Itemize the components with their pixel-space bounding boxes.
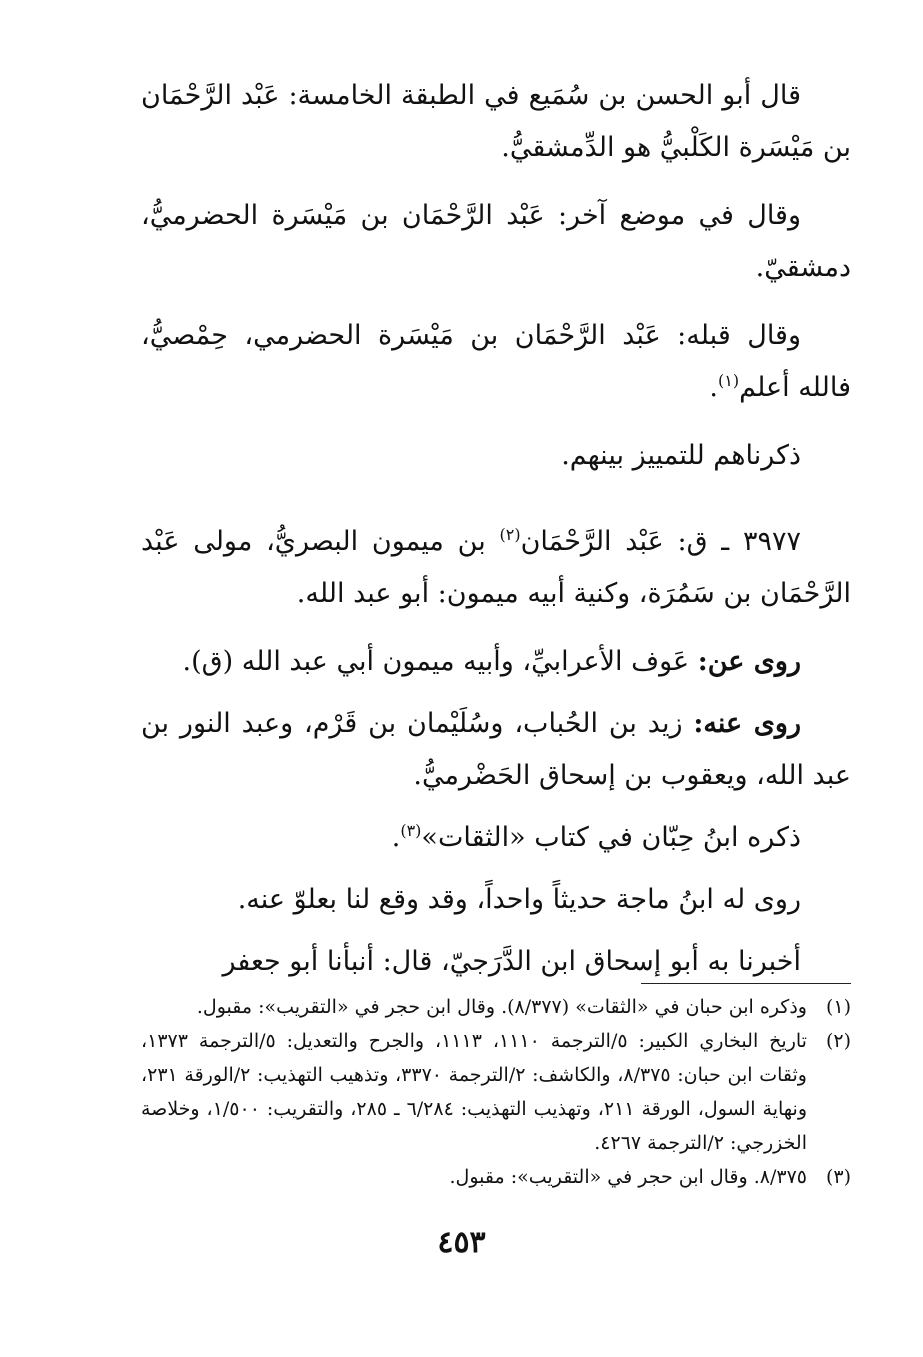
footnote-ref-2: (٢)	[499, 525, 521, 544]
paragraph-text: روى له ابنُ ماجة حديثاً واحداً، وقد وقع لنا بعلوّ عنه.	[237, 884, 801, 915]
footnote-text: ٨/٣٧٥. وقال ابن حجر في «التقريب»: مقبول.	[449, 1166, 807, 1188]
footnote-ref-1: (١)	[718, 371, 740, 390]
narrated-from-label: روى عن:	[697, 646, 801, 677]
thiqat-paragraph	[141, 812, 851, 864]
footnotes-section	[141, 990, 851, 1194]
paragraph-end: .	[709, 372, 719, 403]
narrated-by-paragraph	[141, 698, 851, 802]
narrated-from-text: عَوف الأعرابيِّ، وأبيه ميمون أبي عبد الله (ق).	[182, 646, 698, 677]
paragraph-before-it	[141, 310, 851, 414]
narrated-from-paragraph	[141, 636, 851, 688]
footnote-number: (٢)	[825, 1030, 851, 1052]
footnote-1	[141, 990, 851, 1024]
paragraph-text: وقال قبله: عَبْد الرَّحْمَان بن مَيْسَرة الحضرمي، حِمْصيُّ، فالله أعلم	[141, 320, 851, 403]
footnote-text: تاريخ البخاري الكبير: ٥/الترجمة ١١١٠، ١١١٣، والجرح والتعديل: ٥/الترجمة ١٣٧٣، وثقات ابن حبان: ٨/٣٧٥، والكاشف: ٢/الترجمة ٣٣٧٠، وتذهيب التهذيب: ٢/الورقة ٢٣١، ونهاية السول، الورقة ٢١١، وتهذيب التهذيب: ٦/٢٨٤ ـ ٢٨٥، والتقريب: ١/٥٠٠، وخلاصة الخزرجي: ٢/الترجمة ٤٢٦٧.	[141, 1030, 807, 1154]
paragraph-end: .	[391, 822, 401, 853]
footnote-text: وذكره ابن حبان في «الثقات» (٨/٣٧٧). وقال ابن حجر في «التقريب»: مقبول.	[196, 996, 807, 1018]
paragraph-text: وقال في موضع آخر: عَبْد الرَّحْمَان بن مَيْسَرة الحضرميُّ، دمشقيّ.	[141, 200, 851, 283]
paragraph-text: أخبرنا به أبو إسحاق ابن الدَّرَجيّ، قال: أنبأنا أبو جعفر	[222, 946, 801, 977]
footnote-2	[141, 1024, 851, 1160]
footnote-number: (٣)	[825, 1166, 851, 1188]
paragraph-another-place	[141, 190, 851, 294]
paragraph-text: قال أبو الحسن بن سُمَيع في الطبقة الخامسة: عَبْد الرَّحْمَان بن مَيْسَرة الكَلْبيُّ هو الدِّمشقيُّ.	[141, 80, 851, 163]
footnote-ref-3: (٣)	[400, 821, 422, 840]
biography-entry-heading	[141, 516, 851, 620]
footnote-separator-line	[641, 983, 851, 984]
main-text-body	[141, 70, 851, 998]
paragraph-distinction	[141, 430, 851, 482]
entry-description: بن ميمون البصريُّ، مولى عَبْد الرَّحْمَان بن سَمُرَة، وكنية أبيه ميمون: أبو عبد الله.	[141, 526, 851, 609]
paragraph-text: ذكرناهم للتمييز بينهم.	[561, 440, 801, 471]
footnote-3	[141, 1160, 851, 1194]
entry-number-name: ٣٩٧٧ ـ ق: عَبْد الرَّحْمَان	[520, 526, 801, 557]
narrated-by-text: زيد بن الحُباب، وسُلَيْمان بن قَرْم، وعبد النور بن عبد الله، ويعقوب بن إسحاق الحَضْرميُّ.	[141, 708, 851, 791]
page-number: ٤٥٣	[437, 1225, 486, 1260]
paragraph-text: ذكره ابنُ حِبّان في كتاب «الثقات»	[421, 822, 801, 853]
ibn-majah-paragraph	[141, 874, 851, 926]
narrated-by-label: روى عنه:	[693, 708, 801, 739]
footnote-number: (١)	[825, 996, 851, 1018]
paragraph-ibn-sumay	[141, 70, 851, 174]
isnad-paragraph	[141, 936, 851, 988]
